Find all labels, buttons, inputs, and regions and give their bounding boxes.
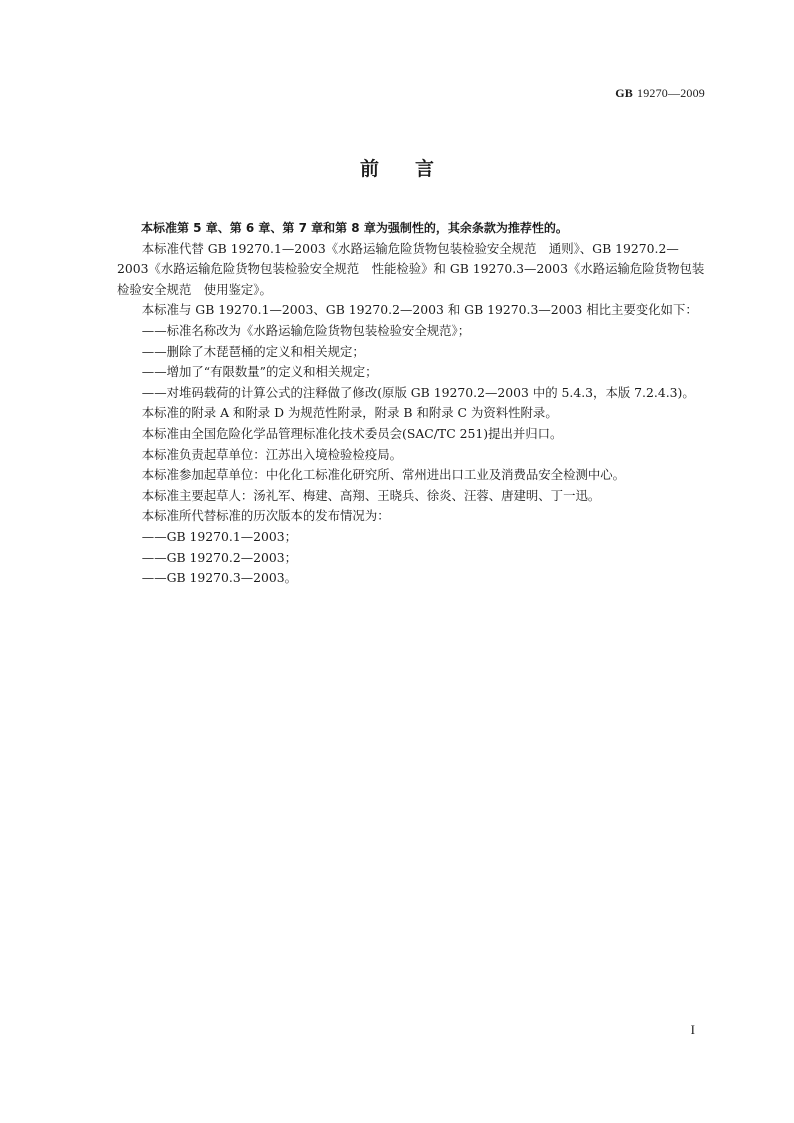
previous-edition-item: ——GB 19270.2—2003；: [141, 549, 298, 565]
previous-edition-item: ——GB 19270.3—2003。: [141, 570, 298, 586]
page-title: 前言: [359, 158, 470, 180]
standard-code-prefix: GB: [615, 86, 633, 100]
participating-units-statement: 本标准参加起草单位：中化化工标准化研究所、常州进出口工业及消费品安全检测中心。: [141, 467, 626, 483]
change-item: ——对堆码载荷的计算公式的注释做了修改(原版 GB 19270.2—2003 中的 5.4.3，本版 7.2.4.3)。: [141, 384, 695, 400]
standard-code-header: [615, 86, 705, 101]
standard-code-number: 19270—2009: [637, 86, 705, 100]
changes-intro: 本标准与 GB 19270.1—2003、GB 19270.2—2003 和 GB 19270.3—2003 相比主要变化如下：: [141, 302, 698, 318]
replacement-statement: 本标准代替 GB 19270.1—2003《水路运输危险货物包装检验安全规范 通则》、GB 19270.2—2003《水路运输危险货物包装检验安全规范 性能检验》和 GB 19270.3—2003《水路运输危险货物包装检验安全规范 使用鉴定》。: [117, 240, 705, 297]
change-item: ——删除了木琵琶桶的定义和相关规定；: [141, 343, 365, 359]
proposer-statement: 本标准由全国危险化学品管理标准化技术委员会(SAC/TC 251)提出并归口。: [141, 425, 563, 441]
change-item: ——增加了“有限数量”的定义和相关规定；: [141, 364, 378, 380]
previous-edition-item: ——GB 19270.1—2003；: [141, 528, 298, 544]
drafters-statement: 本标准主要起草人：汤礼军、梅建、高翔、王晓兵、徐炎、汪蓉、唐建明、丁一迅。: [141, 487, 601, 503]
drafting-unit-statement: 本标准负责起草单位：江苏出入境检验检疫局。: [141, 446, 402, 462]
annex-statement: 本标准的附录 A 和附录 D 为规范性附录，附录 B 和附录 C 为资料性附录。: [141, 405, 558, 421]
foreword-body: [117, 218, 705, 589]
page-number: I: [690, 1022, 695, 1037]
mandatory-clause-statement: 本标准第 5 章、第 6 章、第 7 章和第 8 章为强制性的，其余条款为推荐性的。: [141, 221, 568, 235]
change-item: ——标准名称改为《水路运输危险货物包装检验安全规范》；: [141, 322, 471, 338]
previous-editions-intro: 本标准所代替标准的历次版本的发布情况为：: [141, 508, 390, 524]
